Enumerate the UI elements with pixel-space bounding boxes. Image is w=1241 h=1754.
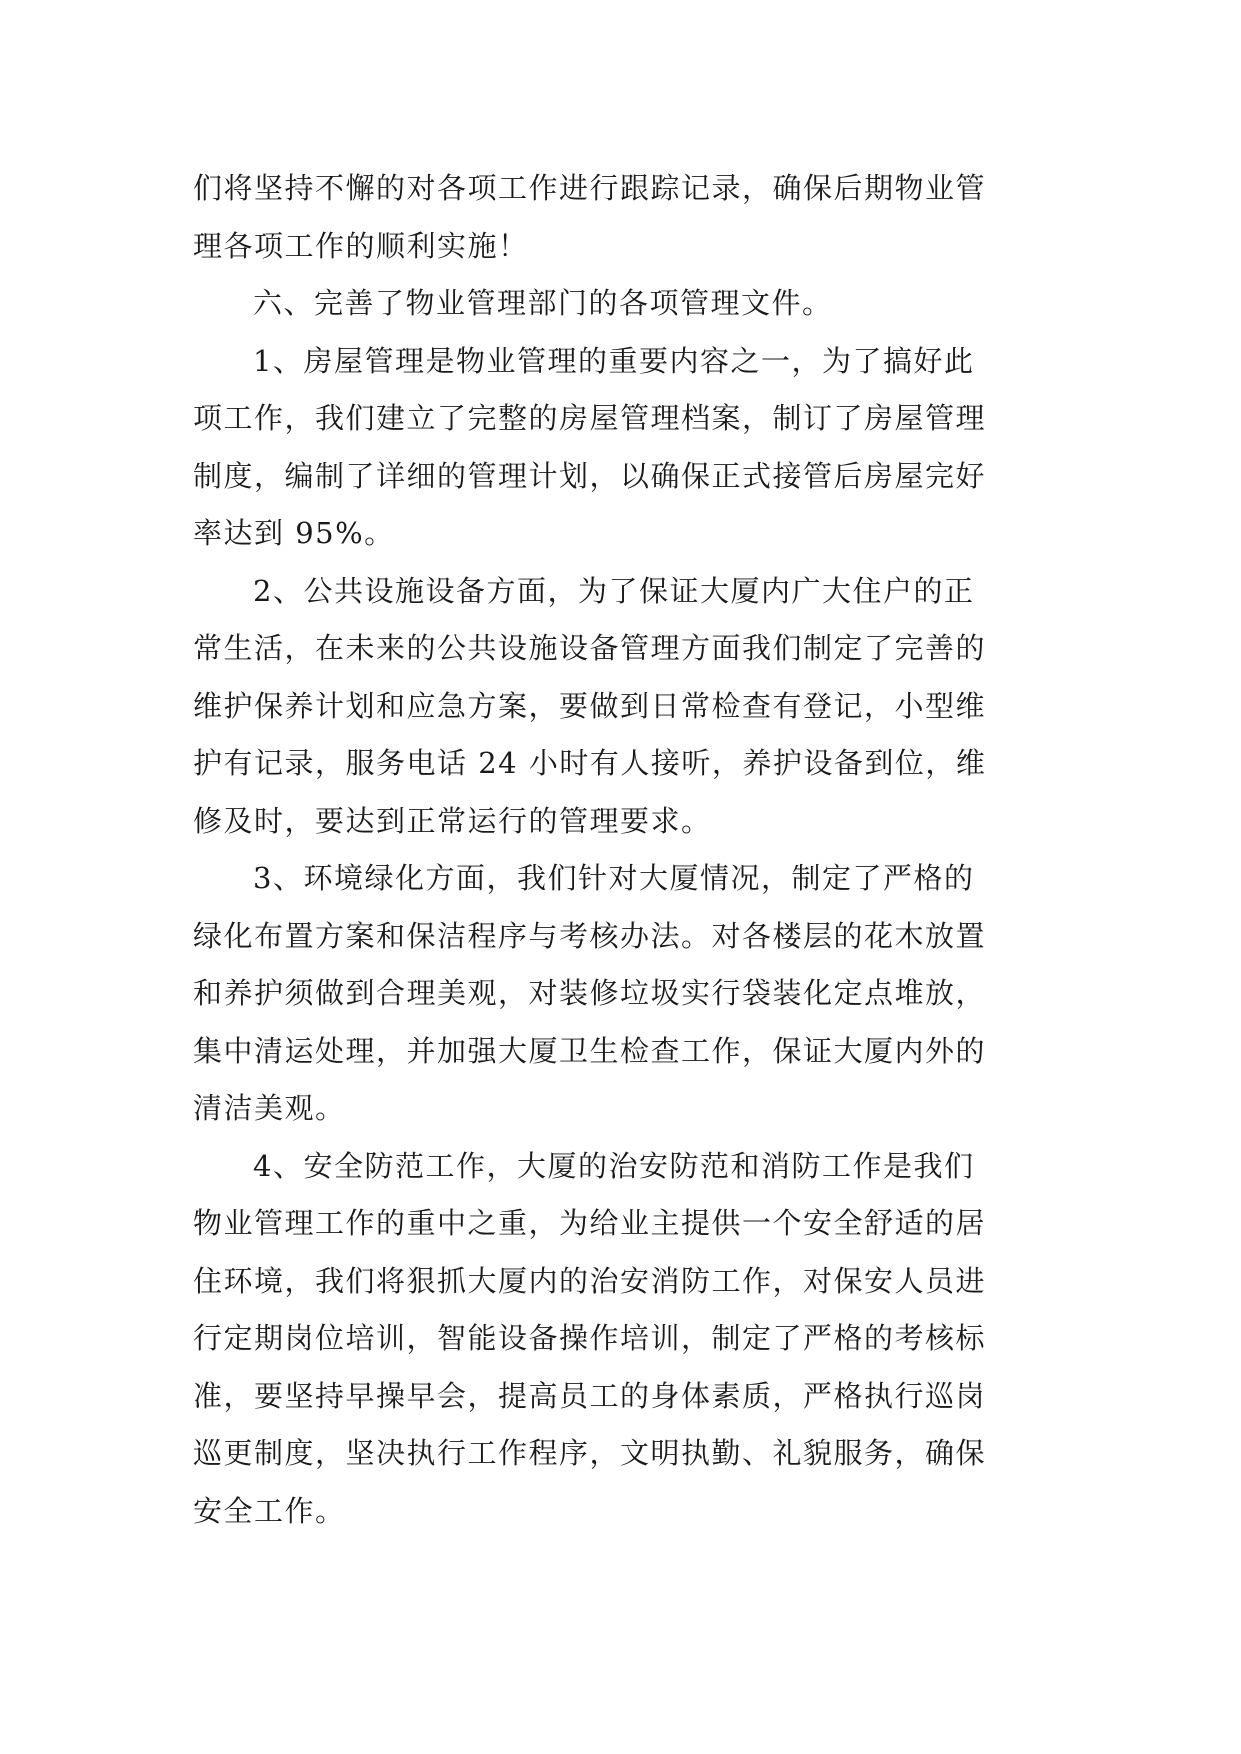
text-line: 住环境，我们将狠抓大厦内的治安消防工作，对保安人员进 — [193, 1263, 987, 1298]
text-line: 和养护须做到合理美观，对装修垃圾实行袋装化定点堆放， — [193, 976, 987, 1010]
text-line: 2、公共设施设备方面，为了保证大厦内广大住户的正 — [253, 573, 975, 608]
text-line: 清洁美观。 — [193, 1091, 346, 1125]
text-line: 们将坚持不懈的对各项工作进行跟踪记录，确保后期物业管 — [193, 171, 987, 205]
text-line: 维护保养计划和应急方案，要做到日常检查有登记，小型维 — [193, 688, 987, 723]
document-body — [193, 160, 1053, 1540]
text-line: 制度，编制了详细的管理计划，以确保正式接管后房屋完好 — [193, 458, 987, 493]
section-heading: 六、完善了物业管理部门的各项管理文件。 — [253, 286, 833, 320]
text-line: 项工作，我们建立了完整的房屋管理档案，制订了房屋管理 — [193, 401, 987, 435]
text-line: 准，要坚持早操早会，提高员工的身体素质，严格执行巡岗 — [193, 1378, 987, 1413]
text-line: 护有记录，服务电话 24 小时有人接听，养护设备到位，维 — [193, 746, 987, 780]
text-line: 行定期岗位培训，智能设备操作培训，制定了严格的考核标 — [193, 1321, 987, 1355]
text-line: 常生活，在未来的公共设施设备管理方面我们制定了完善的 — [193, 631, 987, 665]
text-line: 率达到 95%。 — [193, 516, 395, 550]
text-line: 巡更制度，坚决执行工作程序，文明执勤、礼貌服务，确保 — [193, 1436, 987, 1470]
text-line: 1、房屋管理是物业管理的重要内容之一，为了搞好此 — [253, 343, 975, 378]
text-line: 物业管理工作的重中之重，为给业主提供一个安全舒适的居 — [193, 1206, 987, 1240]
text-line: 修及时，要达到正常运行的管理要求。 — [193, 803, 712, 838]
text-line: 4、安全防范工作，大厦的治安防范和消防工作是我们 — [253, 1148, 975, 1183]
text-line: 集中清运处理，并加强大厦卫生检查工作，保证大厦内外的 — [193, 1033, 987, 1068]
text-line: 理各项工作的顺利实施！ — [193, 228, 529, 263]
text-line: 绿化布置方案和保洁程序与考核办法。对各楼层的花木放置 — [193, 918, 987, 953]
text-line: 3、环境绿化方面，我们针对大厦情况，制定了严格的 — [253, 861, 975, 895]
text-line: 安全工作。 — [193, 1493, 346, 1528]
